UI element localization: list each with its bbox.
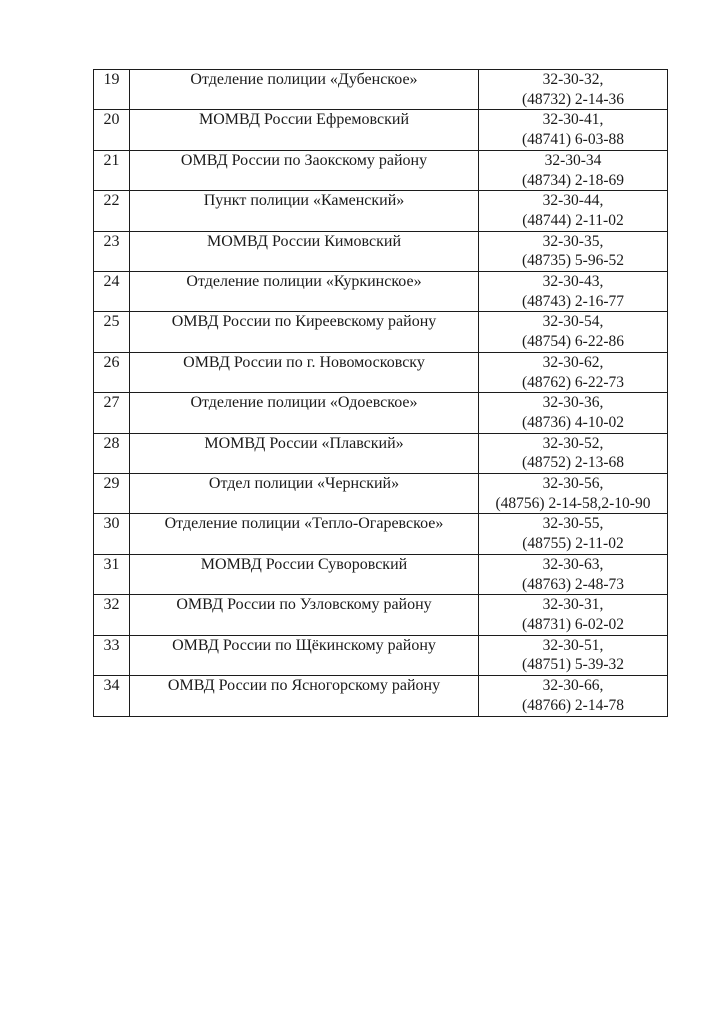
phone-cell (479, 514, 668, 554)
row-number-cell: 24 (94, 272, 130, 312)
row-number-cell: 27 (94, 393, 130, 433)
table-row (94, 352, 668, 392)
phone-cell (479, 474, 668, 514)
phone-line-2: (48755) 2-11-02 (522, 535, 624, 553)
phone-line-1: 32-30-51, (542, 636, 604, 654)
phone-cell (479, 231, 668, 271)
phone-line-1: 32-30-41, (542, 111, 604, 129)
department-name-cell: МОМВД России «Плавский» (130, 433, 479, 473)
phone-line-1: 32-30-56, (542, 475, 604, 493)
table-row (94, 676, 668, 716)
phone-line-1: 32-30-35, (542, 232, 604, 250)
phone-cell (479, 191, 668, 231)
phone-line-2: (48751) 5-39-32 (521, 656, 625, 674)
table-row (94, 554, 668, 594)
phone-line-2: (48766) 2-14-78 (521, 696, 625, 714)
phone-line-1: 32-30-52, (542, 434, 604, 452)
department-name-cell: ОМВД России по Заокскому району (130, 150, 479, 190)
phone-cell (479, 312, 668, 352)
phone-line-1: 32-30-63, (542, 555, 604, 573)
table-row (94, 595, 668, 635)
department-name-cell: Отделение полиции «Одоевское» (130, 393, 479, 433)
department-name-cell: Пункт полиции «Каменский» (130, 191, 479, 231)
phone-cell (479, 352, 668, 392)
phone-line-1: 32-30-54, (542, 313, 604, 331)
phone-line-1: 32-30-32, (542, 71, 604, 88)
phone-line-2: (48744) 2-11-02 (522, 211, 624, 229)
table-row (94, 150, 668, 190)
phone-line-1: 32-30-62, (542, 353, 604, 371)
row-number-cell: 33 (94, 635, 130, 675)
phone-cell (479, 272, 668, 312)
phone-cell (479, 554, 668, 594)
table-row (94, 231, 668, 271)
phone-line-2: (48754) 6-22-86 (521, 333, 625, 351)
table-row (94, 635, 668, 675)
row-number-cell: 21 (94, 150, 130, 190)
department-name-cell: Отдел полиции «Чернский» (130, 474, 479, 514)
phone-line-2: (48735) 5-96-52 (521, 252, 625, 270)
phone-table-body (94, 70, 668, 717)
phone-line-2: (48734) 2-18-69 (521, 171, 625, 189)
department-name-cell: ОМВД России по Щёкинскому району (130, 635, 479, 675)
department-name-cell: МОМВД России Ефремовский (130, 110, 479, 150)
phone-line-1: 32-30-44, (542, 192, 604, 210)
row-number-cell: 31 (94, 554, 130, 594)
phone-cell (479, 676, 668, 716)
phone-line-1: 32-30-31, (542, 596, 604, 614)
department-name-cell: Отделение полиции «Тепло-Огаревское» (130, 514, 479, 554)
department-name-cell: ОМВД России по Киреевскому району (130, 312, 479, 352)
row-number-cell: 20 (94, 110, 130, 150)
department-name-cell: Отделение полиции «Дубенское» (130, 70, 479, 110)
department-name-cell: ОМВД России по Узловскому району (130, 595, 479, 635)
row-number-cell: 28 (94, 433, 130, 473)
table-row (94, 191, 668, 231)
row-number-cell: 19 (94, 70, 130, 110)
phone-line-2: (48762) 6-22-73 (521, 373, 625, 391)
phone-line-1: 32-30-66, (542, 677, 604, 695)
phone-cell (479, 433, 668, 473)
phone-line-1: 32-30-43, (542, 273, 604, 291)
phone-cell (479, 70, 668, 110)
row-number-cell: 26 (94, 352, 130, 392)
table-row (94, 393, 668, 433)
police-phone-table (93, 69, 668, 717)
table-row (94, 272, 668, 312)
department-name-cell: Отделение полиции «Куркинское» (130, 272, 479, 312)
row-number-cell: 23 (94, 231, 130, 271)
row-number-cell: 25 (94, 312, 130, 352)
phone-line-1: 32-30-55, (542, 515, 604, 533)
row-number-cell: 34 (94, 676, 130, 716)
phone-cell (479, 150, 668, 190)
row-number-cell: 30 (94, 514, 130, 554)
department-name-cell: ОМВД России по Ясногорскому району (130, 676, 479, 716)
department-name-cell: МОМВД России Кимовский (130, 231, 479, 271)
table-row (94, 474, 668, 514)
department-name-cell: ОМВД России по г. Новомосковску (130, 352, 479, 392)
row-number-cell: 22 (94, 191, 130, 231)
phone-line-2: (48752) 2-13-68 (521, 454, 625, 472)
phone-line-1: 32-30-34 (544, 151, 602, 169)
department-name-cell: МОМВД России Суворовский (130, 554, 479, 594)
phone-cell (479, 110, 668, 150)
phone-line-2: (48731) 6-02-02 (521, 615, 625, 633)
row-number-cell: 32 (94, 595, 130, 635)
phone-line-2: (48756) 2-14-58,2-10-90 (495, 494, 651, 512)
phone-line-2: (48741) 6-03-88 (521, 131, 625, 149)
phone-line-2: (48763) 2-48-73 (521, 575, 625, 593)
phone-line-2: (48736) 4-10-02 (521, 413, 625, 431)
phone-line-2: (48732) 2-14-36 (521, 90, 625, 108)
phone-cell (479, 635, 668, 675)
table-row (94, 433, 668, 473)
table-row (94, 312, 668, 352)
phone-line-2: (48743) 2-16-77 (521, 292, 625, 310)
phone-cell (479, 595, 668, 635)
table-row (94, 110, 668, 150)
phone-line-1: 32-30-36, (542, 394, 604, 412)
table-row (94, 514, 668, 554)
phone-cell (479, 393, 668, 433)
table-row (94, 70, 668, 110)
row-number-cell: 29 (94, 474, 130, 514)
